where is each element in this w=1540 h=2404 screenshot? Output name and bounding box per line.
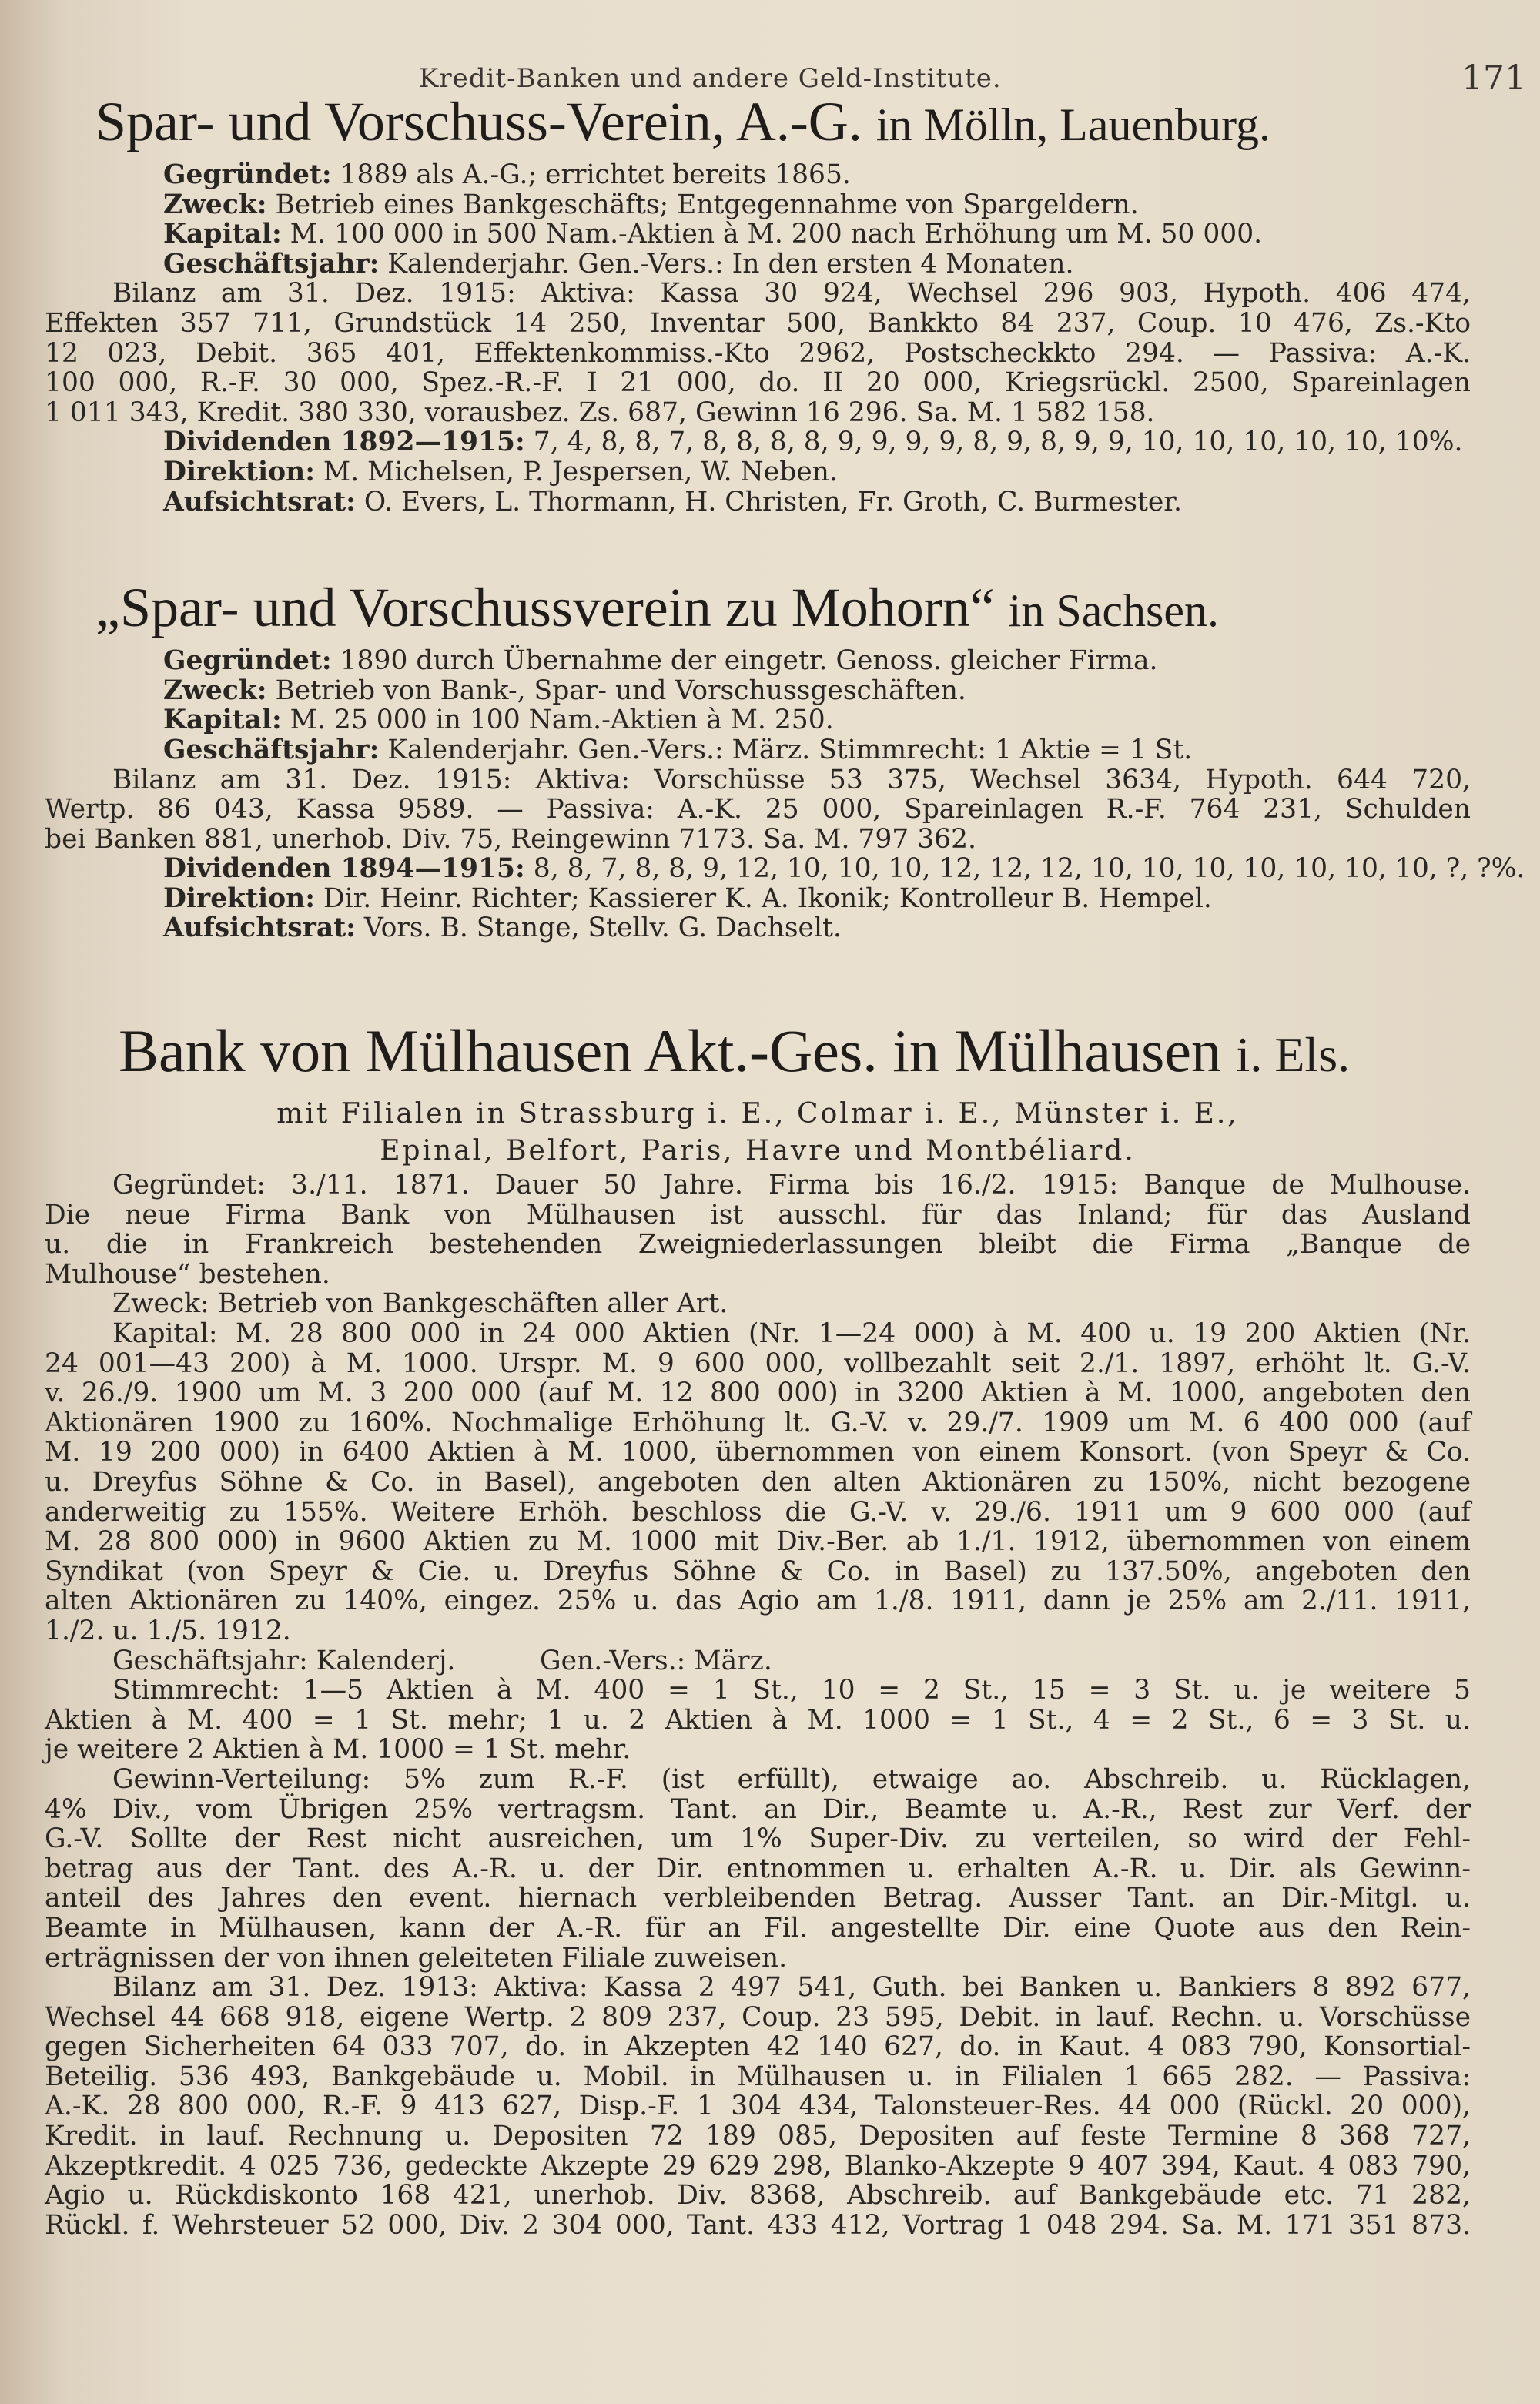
entry-moelln (45, 86, 1471, 517)
running-head (26, 0, 1526, 98)
balance-line: Kredit. in lauf. Rechnung u. Depositen 72 189 085, Depositen auf feste Termine 8 368 727, (45, 2121, 1471, 2152)
text-line: 24 001—43 200) à M. 1000. Urspr. M. 9 600 000, vollbezahlt seit 2./1. 1897, erhöht lt. G.-V. (45, 1348, 1471, 1379)
balance-line: bei Banken 881, unerhob. Div. 75, Reingewinn 7173. Sa. M. 797 362. (45, 823, 977, 855)
founded-block (45, 1170, 1471, 1289)
dividends-line: Dividenden 1894—1915: 8, 8, 7, 8, 8, 9, 12, 10, 10, 10, 12, 12, 12, 10, 10, 10, 10, 10, 10, 10, ?, ?%. (163, 853, 1525, 885)
entry-title-location: i. Els. (1236, 1027, 1351, 1083)
entry-title-name: Spar- und Vorschuss-Verein, A.-G. (95, 91, 862, 152)
balance-line: 12 023, Debit. 365 401, Effektenkommiss.-Kto 2962, Postscheckkto 294. — Passiva: A.-K. (45, 337, 1471, 369)
balance-line: Beteilig. 536 493, Bankgebäude u. Mobil. in Mülhausen u. in Filialen 1 665 282. — Passiva: (45, 2061, 1471, 2092)
text-line: Aktien à M. 400 = 1 St. mehr; 1 u. 2 Aktien à M. 1000 = 1 St., 4 = 2 St., 6 = 3 St. u. (45, 1704, 1471, 1736)
balance-line: Effekten 357 711, Grundstück 14 250, Inventar 500, Bankkto 84 237, Coup. 10 476, Zs.-Kto (45, 307, 1471, 339)
balance-line: Akzeptkredit. 4 025 736, gedeckte Akzepte 29 629 298, Blanko-Akzepte 9 407 394, Kaut. 4 083 790, (45, 2150, 1471, 2181)
text-line: u. die in Frankreich bestehenden Zweigniederlassungen bleibt die Firma „Banque de (45, 1229, 1471, 1261)
text-line: alten Aktionären zu 140%, eingez. 25% u. das Agio am 1./8. 1911, dann je 25% am 2./11. 1911, (45, 1585, 1471, 1617)
page-number: 171 (1461, 59, 1526, 98)
balance-line: Agio u. Rückdiskonto 168 421, unerhob. Div. 8368, Abschreib. auf Bankgebäude etc. 71 282, (45, 2180, 1471, 2211)
text-line: Gegründet: 3./11. 1871. Dauer 50 Jahre. Firma bis 16./2. 1915: Banque de Mulhouse. (112, 1170, 1471, 1201)
entry-muelhausen (45, 1013, 1471, 2240)
dividends-line: Dividenden 1892—1915: 7, 4, 8, 8, 7, 8, 8, 8, 8, 9, 9, 9, 9, 8, 9, 8, 9, 9, 10, 10, 10, 10, 10, 10%. (163, 427, 1463, 458)
entry-title-name: Bank von Mülhausen Akt.-Ges. in Mülhausen (119, 1017, 1222, 1085)
balance-line: 1 011 343, Kredit. 380 330, vorausbez. Zs. 687, Gewinn 16 296. Sa. M. 1 582 158. (45, 397, 1155, 428)
text-line: M. 19 200 000) in 6400 Aktien à M. 1000, übernommen von einem Konsort. (von Speyr & Co. (45, 1437, 1471, 1468)
management-line: Direktion: Dir. Heinr. Richter; Kassierer K. A. Ikonik; Kontrolleur B. Hempel. (163, 882, 1212, 914)
balance-line: A.-K. 28 800 000, R.-F. 9 413 627, Disp.-F. 1 304 434, Talonsteuer-Res. 44 000 (Rückl. 20 000), (45, 2091, 1471, 2122)
text-line: M. 28 800 000) in 9600 Aktien zu M. 1000 mit Div.-Ber. ab 1./1. 1912, übernommen von einem (45, 1526, 1471, 1558)
text-line: G.-V. Sollte der Rest nicht ausreichen, um 1% Super-Div. zu verteilen, so wird der Fehl- (45, 1823, 1471, 1855)
entry-title (45, 1013, 1471, 1093)
entry-title (95, 86, 1471, 160)
balance-line: 100 000, R.-F. 30 000, Spez.-R.-F. I 21 000, do. II 20 000, Kriegsrückl. 2500, Spareinlagen (45, 367, 1471, 399)
fiscal-year-line: Geschäftsjahr: Kalenderjahr. Gen.-Vers.: März. Stimmrecht: 1 Aktie = 1 St. (163, 734, 1193, 765)
text-line: je weitere 2 Aktien à M. 1000 = 1 St. mehr. (45, 1734, 631, 1766)
balance-line: Bilanz am 31. Dez. 1913: Aktiva: Kassa 2 497 541, Guth. bei Banken u. Bankiers 8 892 677, (112, 1972, 1471, 2004)
text-line: Gewinn-Verteilung: 5% zum R.-F. (ist erfüllt), etwaige ao. Abschreib. u. Rücklagen, (112, 1763, 1471, 1795)
text-line: anteil des Jahres den event. hiernach verbleibenden Betrag. Ausser Tant. an Dir.-Mitgl. u. (45, 1883, 1471, 1914)
management-line: Direktion: M. Michelsen, P. Jespersen, W. Neben. (163, 456, 838, 487)
founded-line: Gegründet: 1890 durch Übernahme der eingetr. Genoss. gleicher Firma. (163, 645, 1158, 677)
purpose-line: Zweck: Betrieb von Bank-, Spar- und Vorschussgeschäften. (163, 675, 966, 706)
text-line: Die neue Firma Bank von Mülhausen ist ausschl. für das Inland; für das Ausland (45, 1199, 1471, 1230)
branches-line: Epinal, Belfort, Paris, Havre und Montbéliard. (380, 1135, 1136, 1167)
fiscal-year-line: Geschäftsjahr: Kalenderj. Gen.-Vers.: März. (112, 1645, 772, 1676)
entry-mohorn (45, 572, 1525, 944)
purpose-line: Zweck: Betrieb eines Bankgeschäfts; Entgegennahme von Spargeldern. (163, 189, 1139, 220)
running-head-title: Kredit-Banken und andere Geld-Institute. (419, 63, 1002, 94)
text-line: Kapital: M. 28 800 000 in 24 000 Aktien (Nr. 1—24 000) à M. 400 u. 19 200 Aktien (Nr. (112, 1318, 1471, 1350)
text-line: 1./2. u. 1./5. 1912. (45, 1615, 291, 1646)
text-line: Syndikat (von Speyr & Cie. u. Dreyfus Söhne & Co. in Basel) zu 137.50%, angeboten den (45, 1555, 1471, 1587)
capital-line: Kapital: M. 25 000 in 100 Nam.-Aktien à M. 250. (163, 705, 834, 736)
entry-title-location: in Mölln, Lauenburg. (875, 99, 1270, 150)
balance-line: Wertp. 86 043, Kassa 9589. — Passiva: A.-K. 25 000, Spareinlagen R.-F. 764 231, Schulden (45, 794, 1471, 825)
balance-line: Rückl. f. Wehrsteuer 52 000, Div. 2 304 000, Tant. 433 412, Vortrag 1 048 294. Sa. M. 171 351 873. (45, 2209, 1471, 2241)
balance-line: Wechsel 44 668 918, eigene Wertp. 2 809 237, Coup. 23 595, Debit. in lauf. Rechn. u. Vorschüsse (45, 2001, 1471, 2033)
text-line: betrag aus der Tant. des A.-R. u. der Dir. entnommen u. erhalten A.-R. u. Dir. als Gewinn- (45, 1853, 1471, 1884)
text-line: Beamte in Mülhausen, kann der A.-R. für an Fil. angestellte Dir. eine Quote aus den Rein- (45, 1912, 1471, 1944)
text-line: v. 26./9. 1900 um M. 3 200 000 (auf M. 12 800 000) in 3200 Aktien à M. 1000, angeboten den (45, 1378, 1471, 1409)
balance-sheet (45, 279, 1471, 427)
purpose-line: Zweck: Betrieb von Bankgeschäften aller Art. (112, 1288, 728, 1320)
supervisory-board-line: Aufsichtsrat: O. Evers, L. Thormann, H. Christen, Fr. Groth, C. Burmester. (163, 486, 1182, 517)
capital-block (45, 1319, 1471, 1646)
text-line: erträgnissen der von ihnen geleiteten Filiale zuweisen. (45, 1942, 788, 1974)
text-line: Stimmrecht: 1—5 Aktien à M. 400 = 1 St., 10 = 2 St., 15 = 3 St. u. je weitere 5 (112, 1675, 1471, 1706)
text-line: anderweitig zu 155%. Weitere Erhöh. beschloss die G.-V. v. 29./6. 1911 um 9 600 000 (auf (45, 1496, 1471, 1528)
entry-title-name: „Spar- und Vorschussverein zu Mohorn“ (95, 577, 995, 639)
entry-title-location: in Sachsen. (1008, 585, 1219, 637)
voting-rights-block (45, 1676, 1471, 1765)
balance-sheet (45, 765, 1471, 855)
profit-distribution-block (45, 1765, 1471, 1973)
entry-title (95, 572, 1471, 646)
text-line: Mulhouse“ bestehen. (45, 1258, 330, 1290)
capital-line: Kapital: M. 100 000 in 500 Nam.-Aktien à M. 200 nach Erhöhung um M. 50 000. (163, 219, 1263, 250)
supervisory-board-line: Aufsichtsrat: Vors. B. Stange, Stellv. G. Dachselt. (163, 912, 842, 944)
text-line: Aktionären 1900 zu 160%. Nochmalige Erhöhung lt. G.-V. v. 29./7. 1909 um M. 6 400 000 (auf (45, 1407, 1471, 1438)
founded-line: Gegründet: 1889 als A.-G.; errichtet bereits 1865. (163, 159, 851, 190)
balance-line: Bilanz am 31. Dez. 1915: Aktiva: Vorschüsse 53 375, Wechsel 3634, Hypoth. 644 720, (112, 764, 1471, 795)
balance-line: gegen Sicherheiten 64 033 707, do. in Akzepten 42 140 627, do. in Kaut. 4 083 790, Konsortial- (45, 2031, 1471, 2063)
text-line: u. Dreyfus Söhne & Co. in Basel), angeboten den alten Aktionären zu 150%, nicht bezogene (45, 1467, 1471, 1498)
branches-line: mit Filialen in Strassburg i. E., Colmar i. E., Münster i. E., (276, 1098, 1239, 1130)
balance-sheet (45, 1973, 1471, 2240)
balance-line: Bilanz am 31. Dez. 1915: Aktiva: Kassa 30 924, Wechsel 296 903, Hypoth. 406 474, (112, 278, 1471, 310)
fiscal-year-line: Geschäftsjahr: Kalenderjahr. Gen.-Vers.: In den ersten 4 Monaten. (163, 248, 1074, 280)
text-line: 4% Div., vom Übrigen 25% vertragsm. Tant. an Dir., Beamte u. A.-R., Rest zur Verf. der (45, 1793, 1471, 1825)
